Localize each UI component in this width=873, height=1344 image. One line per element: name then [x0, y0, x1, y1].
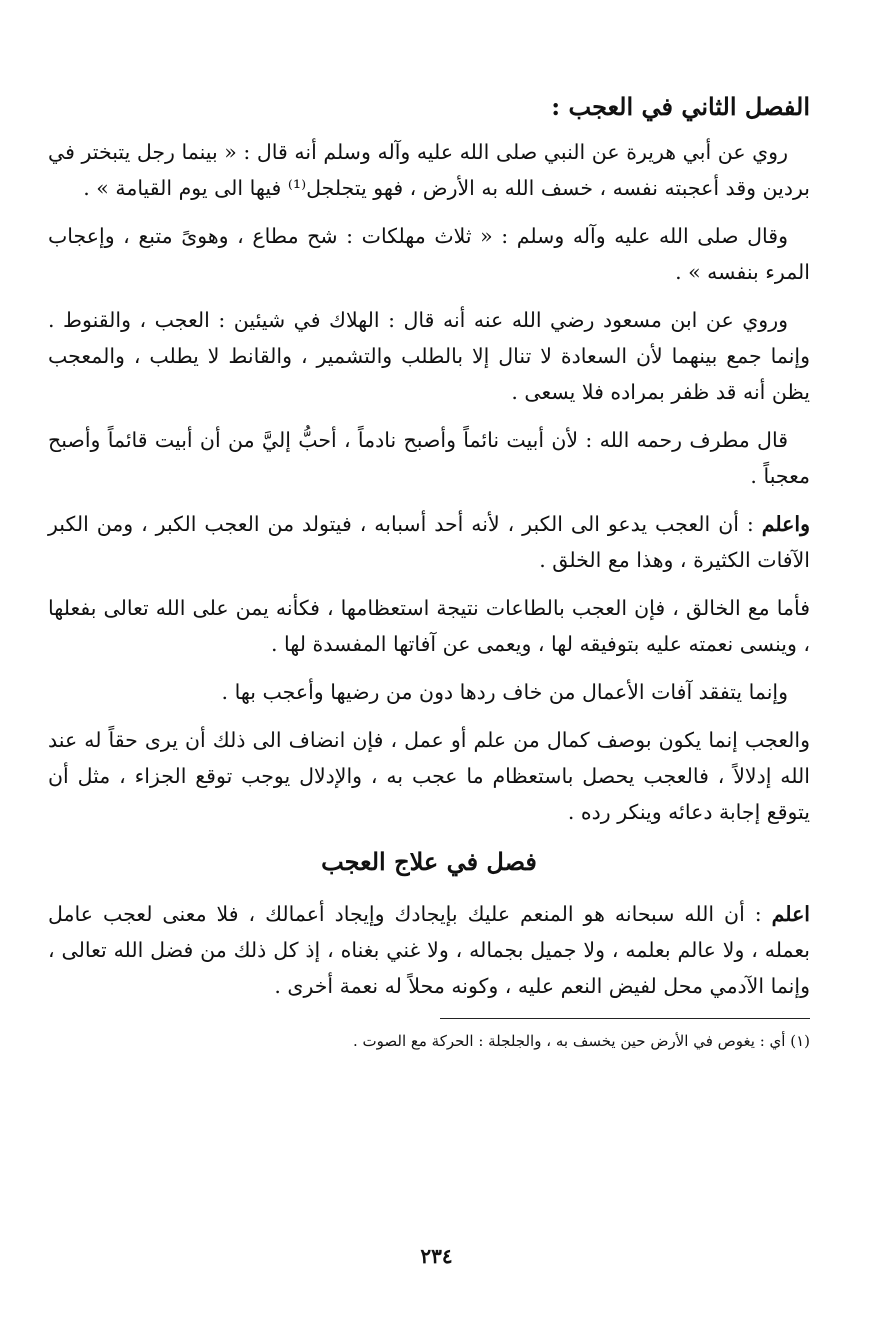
paragraph-defects-of-deeds: وإنما يتفقد آفات الأعمال من خاف ردها دون من رضيها وأعجب بها .: [221, 680, 788, 704]
paragraph-ibn-masud: وروي عن ابن مسعود رضي الله عنه أنه قال : الهلاك في شيئين : العجب ، والقنوط . وإنما جمع بينهما لأن السعادة لا تنال إلا بالطلب والتشمير ، والقانط لا يطلب ، والمعجب يظن أنه قد ظفر بمراده فلا يسعى .: [48, 308, 810, 404]
paragraph-text: : أن العجب يدعو الى الكبر ، لأنه أحد أسبابه ، فيتولد من العجب الكبر ، ومن الكبر الآفات الكثيرة ، وهذا مع الخلق .: [48, 512, 810, 572]
paragraph-text: : أن الله سبحانه هو المنعم عليك بإيجادك وإيجاد أعمالك ، فلا معنى لعجب عامل بعمله ، ولا عالم بعلمه ، ولا جميل بجماله ، ولا غني بغناه ، إذ كل ذلك من فضل الله تعالى ، وإنما الآدمي محل لفيض النعم عليه ، وكونه محلاً له نعمة أخرى .: [48, 902, 810, 998]
page-number: ٢٣٤: [420, 1244, 453, 1268]
footnote: (١) أي : يغوص في الأرض حين يخسف به ، والجلجلة : الحركة مع الصوت .: [352, 1032, 810, 1050]
paragraph-mutarrif: قال مطرف رحمه الله : لأن أبيت نائماً وأصبح نادماً ، أحبُّ إليَّ من أن أبيت قائماً وأصبح معجباً .: [48, 428, 810, 488]
footnote-divider: [440, 1018, 810, 1019]
chapter-heading: الفصل الثاني في العجب :: [551, 92, 810, 121]
paragraph-cure: [48, 896, 810, 1004]
paragraph-conceit-definition: والعجب إنما يكون بوصف كمال من علم أو عمل ، فإن انضاف الى ذلك أن يرى حقاً له عند الله إدلالاً ، فالعجب يحصل باستعظام ما عجب به ، والإدلال يوجب توقع الجزاء ، مثل أن يتوقع إجابة دعائه وينكر رده .: [48, 728, 810, 824]
lead-word: اعلم: [771, 902, 810, 926]
paragraph-with-creator: فأما مع الخالق ، فإن العجب بالطاعات نتيجة استعظامها ، فكأنه يمن على الله تعالى بفعلها ، وينسى نعمته عليه بتوفيقه لها ، ويعمى عن آفاتها المفسدة لها .: [48, 596, 810, 656]
paragraph-three-destroyers: وقال صلى الله عليه وآله وسلم : « ثلاث مهلكات : شح مطاع ، وهوىً متبع ، وإعجاب المرء بنفسه » .: [48, 224, 810, 284]
lead-word: واعلم: [761, 512, 810, 536]
book-page: [48, 88, 810, 1328]
paragraph-abu-hurayra: روي عن أبي هريرة عن النبي صلى الله عليه وآله وسلم أنه قال : « بينما رجل يتبختر في بردين وقد أعجبته نفسه ، خسف الله به الأرض ، فهو يتجلجل⁽¹⁾ فيها الى يوم القيامة » .: [48, 140, 810, 200]
paragraph-know-arrogance: [48, 506, 810, 578]
section-heading: فصل في علاج العجب: [321, 847, 537, 876]
